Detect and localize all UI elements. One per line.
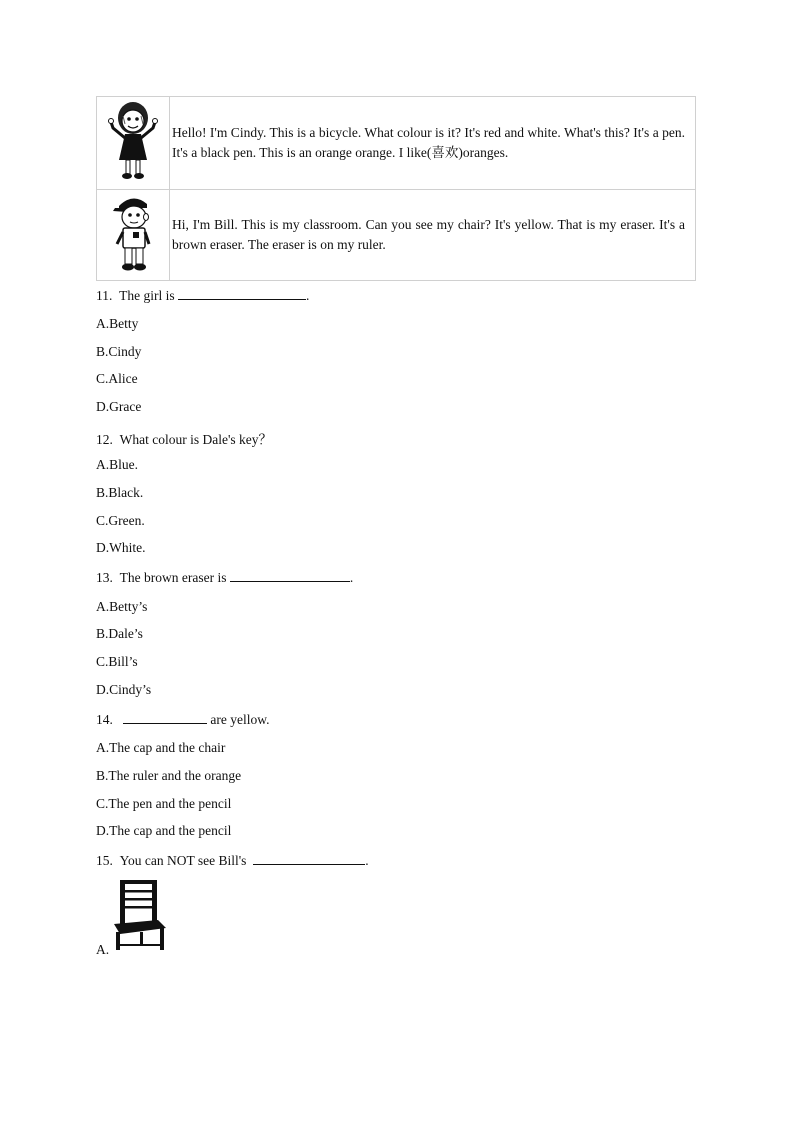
option-letter: A. [96,942,110,957]
option-11-c[interactable]: C.Alice [96,371,138,386]
passage-row-cindy [97,97,696,190]
answer-blank[interactable] [253,852,365,865]
option-12-a[interactable]: A.Blue. [96,457,138,472]
question-number: 15. [96,853,113,868]
question-14 [96,711,269,728]
question-15 [96,852,369,869]
option-13-c[interactable]: C.Bill’s [96,654,138,669]
cindy-passage-text: Hello! I'm Cindy. This is a bicycle. What colour is it? It's red and white. What's this? It's a pen. It's a black pen. This is an orange orange. I like(喜欢)oranges. [170,97,696,190]
cindy-picture-cell [97,97,170,190]
bill-picture-cell [97,190,170,281]
option-11-a[interactable]: A.Betty [96,316,139,331]
option-14-c[interactable]: C.The pen and the pencil [96,796,232,811]
option-13-b[interactable]: B.Dale’s [96,626,143,641]
question-13 [96,569,353,586]
answer-blank[interactable] [230,569,350,582]
option-11-b[interactable]: B.Cindy [96,344,142,359]
question-text-end: are yellow. [207,712,270,727]
option-12-c[interactable]: C.Green. [96,513,145,528]
bill-passage-text: Hi, I'm Bill. This is my classroom. Can you see my chair? It's yellow. That is my eraser. It's a brown eraser. The eraser is on my ruler. [170,190,696,281]
option-14-b[interactable]: B.The ruler and the orange [96,768,242,783]
question-text: You can NOT see Bill's [119,853,250,868]
question-text-end: . [349,570,354,585]
question-text: The brown eraser is [119,570,230,585]
question-number: 13. [96,570,113,585]
option-12-b[interactable]: B.Black. [96,485,144,500]
question-text-end: . [306,288,310,303]
question-number: 11. [96,288,113,303]
option-13-a[interactable]: A.Betty’s [96,599,148,614]
option-12-d[interactable]: D.White. [96,540,146,555]
passage-row-bill [97,190,696,281]
option-14-a[interactable]: A.The cap and the chair [96,740,226,755]
option-14-d[interactable]: D.The cap and the pencil [96,823,232,838]
question-text-end: . [365,853,369,868]
question-11 [96,287,309,304]
question-12 [96,428,272,448]
chair-icon [110,878,170,956]
question-number: 14. [96,712,113,727]
option-13-d[interactable]: D.Cindy’s [96,682,152,697]
answer-blank[interactable] [178,287,306,300]
option-11-d[interactable]: D.Grace [96,399,142,414]
question-text: What colour is Dale's key？ [119,432,273,447]
girl-cartoon-icon [103,98,163,184]
answer-blank[interactable] [123,711,207,724]
question-text: The girl is [119,288,178,303]
reading-passage-table [96,96,696,281]
question-number: 12. [96,432,113,447]
boy-cartoon-icon [103,190,163,276]
